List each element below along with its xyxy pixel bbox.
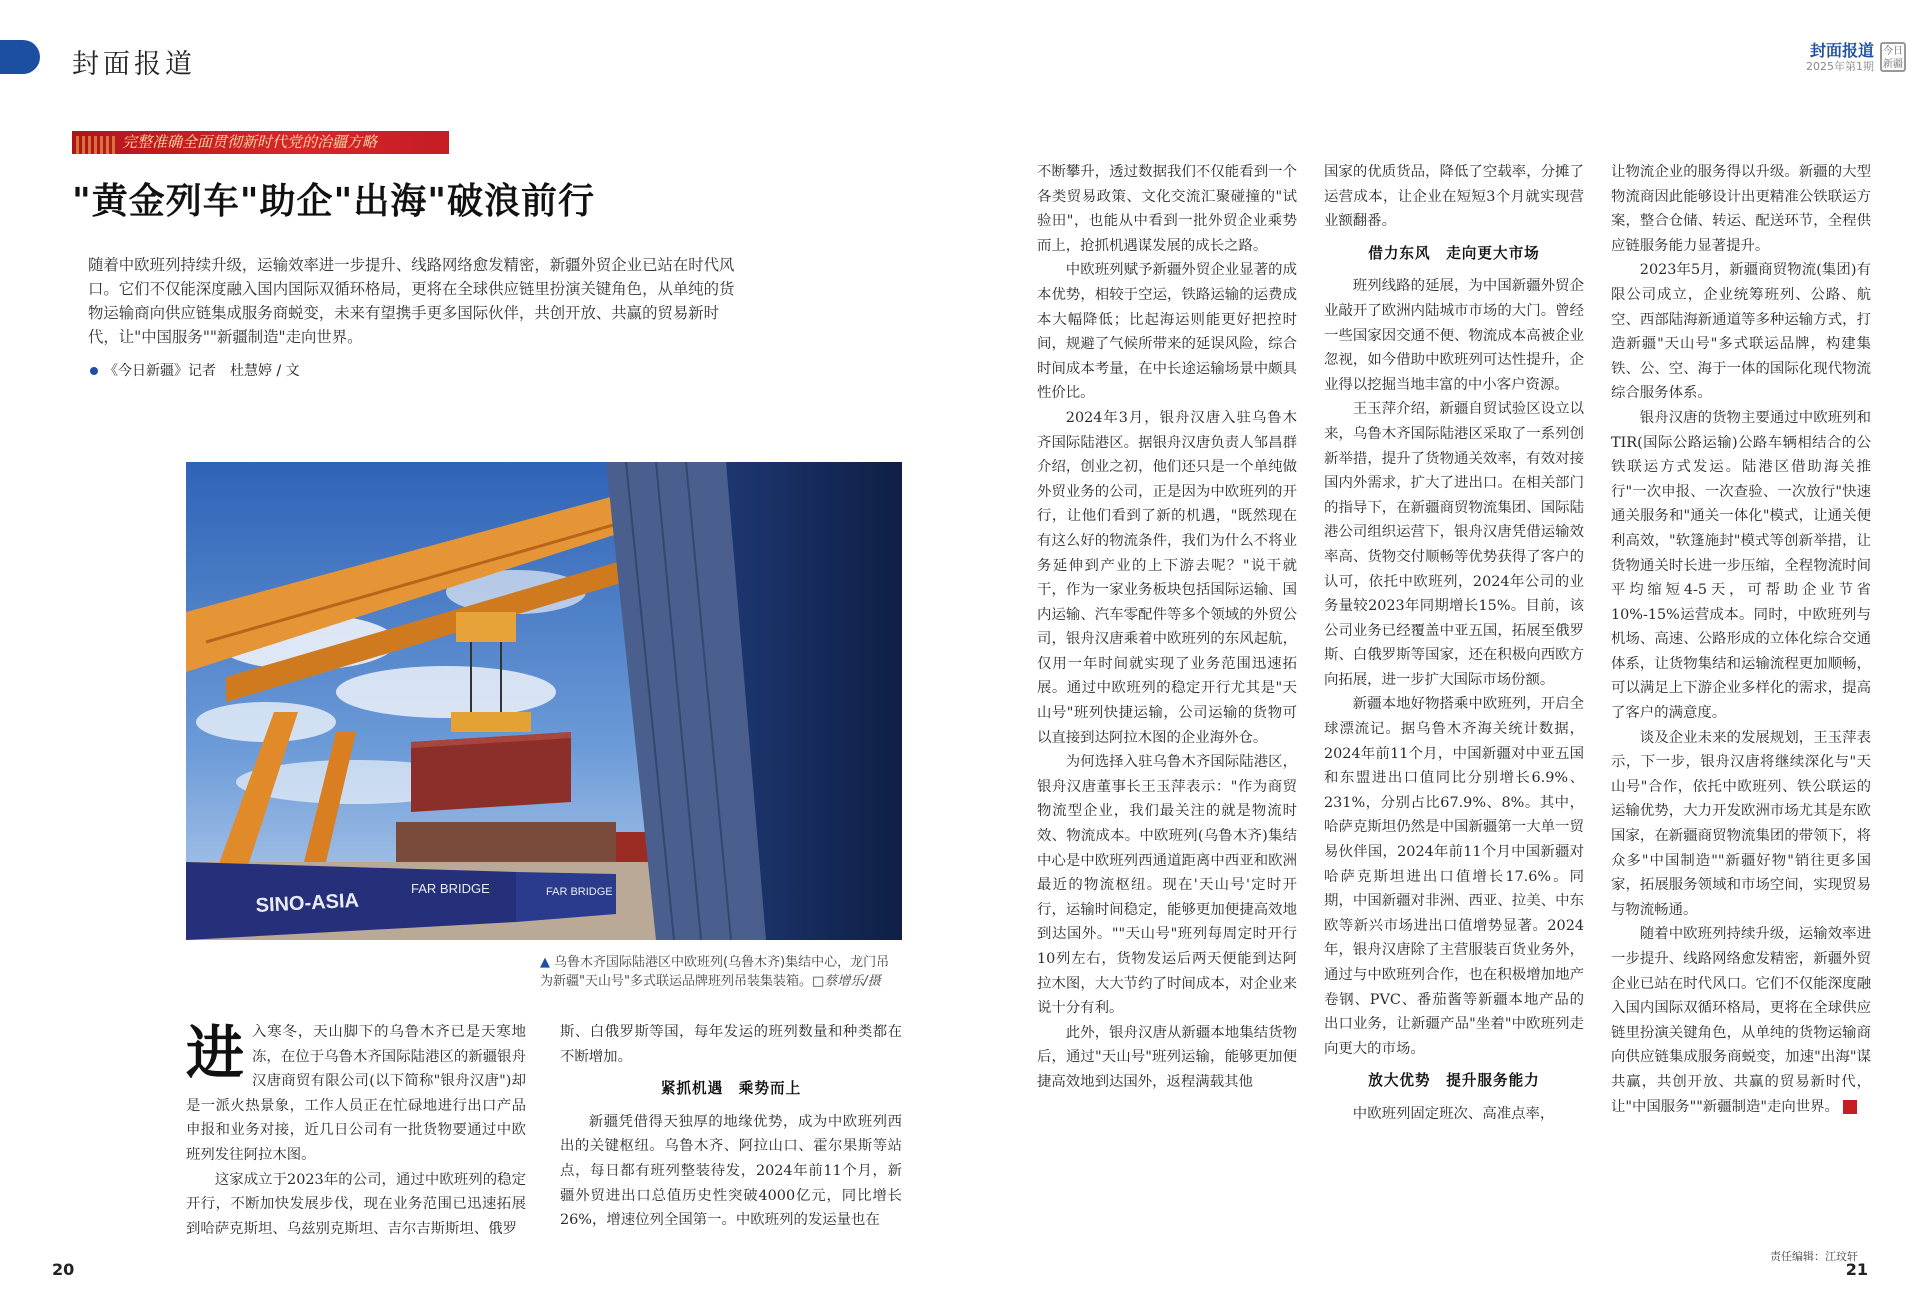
paragraph: 国家的优质货品，降低了空载率，分摊了运营成本，让企业在短短3个月就实现营业额翻番。 [1324, 164, 1584, 230]
paragraph: 斯、白俄罗斯等国，每年发运的班列数量和种类都在不断增加。 [560, 1024, 902, 1065]
container-label-3: FAR BRIDGE [546, 886, 613, 898]
article-lead: 随着中欧班列持续升级，运输效率进一步提升、线路网络愈发精密，新疆外贸企业已站在时代风口。它们不仅能深度融入国内国际双循环格局，更将在全球供应链里扮演关键角色，从单纯的货物运输商向供应链集成服务商蜕变，未来有望携手更多国际伙伴，共创开放、共赢的贸易新时代，让"中国服务""新疆制造"走向世界。 [88, 256, 735, 346]
section-heading: 紧抓机遇 乘势而上 [660, 1080, 802, 1098]
page-number-left: 20 [52, 1260, 75, 1279]
paragraph: 随着中欧班列持续升级，运输效率进一步提升、线路网络愈发精密，新疆外贸企业已站在时代风口。它们不仅能深度融入国内国际双循环格局，更将在全球供应链里扮演关键角色，从单纯的货物运输商向供应链集成服务商蜕变，加速"出海"谋共赢，共创开放、共赢的贸易新时代，让"中国服务""新疆制造"走向世界。 [1611, 926, 1871, 1115]
section-tab-marker [0, 40, 40, 74]
paragraph: 新疆凭借得天独厚的地缘优势，成为中欧班列西出的关键枢纽。乌鲁木齐、阿拉山口、霍尔果斯等站点，每日都有班列整装待发，2024年前11个月，新疆外贸进出口总值历史性突破4000亿元，同比增长26%，增速位列全国第一。中欧班列的发运量也在 [560, 1113, 902, 1229]
paragraph: 银舟汉唐的货物主要通过中欧班列和TIR(国际公路运输)公路车辆相结合的公铁联运方式发运。陆港区借助海关推行"一次申报、一次查验、一次放行"快速通关服务和"通关一体化"模式，让通关便利高效，"软篷施封"模式等创新举措，让货物通关时长进一步压缩，全程物流时间平均缩短4-5天，可帮助企业节省10%-15%运营成本。同时，中欧班列与机场、高速、公路形成的立体化综合交通体系，让货物集结和运输流程更加顺畅，可以满足上下游企业多样化的需求，提高了客户的满意度。 [1611, 409, 1871, 722]
section-label: 封面报道 [72, 49, 196, 80]
issue-label: 2025年第1期 [1806, 60, 1874, 73]
bullet-icon [90, 367, 98, 375]
paragraph: 让物流企业的服务得以升级。新疆的大型物流商因此能够设计出更精准公铁联运方案，整合仓储、转运、配送环节，全程供应链服务能力显著提升。 [1611, 164, 1871, 254]
container-label-1: SINO-ASIA [255, 889, 360, 917]
paragraph: 中欧班列固定班次、高准点率， [1352, 1105, 1555, 1122]
header-brand [1806, 42, 1906, 73]
skyline-icon [76, 136, 118, 154]
caption-triangle-icon: ▲ [540, 955, 550, 970]
paragraph: 为何选择入驻乌鲁木齐国际陆港区，银舟汉唐董事长王玉萍表示："作为商贸物流型企业，我们最关注的就是物流时效、物流成本。中欧班列(乌鲁木齐)集结中心是中欧班列西通道距离中西亚和欧洲最近的物流枢纽。现在'天山号'定时开行，运输时间稳定，能够更加便捷高效地到达国外。""天山号"班列每周定时开行10列左右，货物发运后两天便能到达阿拉木图，大大节约了时间成本，对企业来说十分有利。 [1037, 754, 1297, 1017]
brand-title: 封面报道 [1809, 41, 1874, 60]
byline: 《今日新疆》记者 杜慧婷 / 文 [90, 360, 300, 380]
gantry-crane-photo [186, 462, 902, 940]
paragraph: 新疆本地好物搭乘中欧班列，开启全球漂流记。据乌鲁木齐海关统计数据，2024年前11个月，中国新疆对中亚五国和东盟进出口值同比分别增长6.9%、231%，分别占比67.9%、8%。其中，哈萨克斯坦仍然是中国新疆第一大单一贸易伙伴国，2024年前11个月中国新疆对哈萨克斯坦进出口值增长17.6%。同期，中国新疆对非洲、西亚、拉美、中东欧等新兴市场进出口值增势显著。2024年，银舟汉唐除了主营服装百货业务外，通过与中欧班列合作，也在积极增加地产卷钢、PVC、番茄酱等新疆本地产品的出口业务，让新疆产品"坐着"中欧班列走向更大的市场。 [1324, 696, 1584, 1057]
paragraph: 谈及企业未来的发展规划，王玉萍表示，下一步，银舟汉唐将继续深化与"天山号"合作，依托中欧班列、铁公联运的运输优势，大力开发欧洲市场尤其是东欧国家，在新疆商贸物流集团的带领下，将众多"中国制造""新疆好物"销往更多国家，拓展服务领域和市场空间，实现贸易与物流畅通。 [1611, 729, 1871, 918]
body-column-2 [560, 1020, 902, 1233]
paragraph: 这家成立于2023年的公司，通过中欧班列的稳定开行，不断加快发展步伐，现在业务范围已迅速拓展到哈萨克斯坦、乌兹别克斯坦、吉尔吉斯斯坦、俄罗 [186, 1171, 526, 1237]
photo-caption: ▲ 乌鲁木齐国际陆港区中欧班列(乌鲁木齐)集结中心，龙门吊为新疆"天山号"多式联运品牌班列吊装集装箱。□蔡增乐/摄 [540, 955, 890, 989]
section-heading: 放大优势 提升服务能力 [1368, 1072, 1540, 1090]
body-column-5 [1611, 160, 1871, 1119]
paragraph: 2024年3月，银舟汉唐入驻乌鲁木齐国际陆港区。据银舟汉唐负责人邹昌群介绍，创业之初，他们还只是一个单纯做外贸业务的公司，正是因为中欧班列的开行，让他们看到了新的机遇，"既然现在有这么好的物流条件，我们为什么不将业务延伸到产业的上下游去呢？"说干就干，作为一家业务板块包括国际运输、国内运输、汽车零配件等多个领域的外贸公司，银舟汉唐乘着中欧班列的东风起航，仅用一年时间就实现了业务范围迅速拓展。通过中欧班列的稳定开行尤其是"天山号"班列快捷运输，公司运输的货物可以直接到达阿拉木图的企业海外仓。 [1037, 409, 1297, 746]
paragraph: 中欧班列赋予新疆外贸企业显著的成本优势，相较于空运，铁路运输的运费成本大幅降低；比起海运则能更好把控时间，规避了气候所带来的延误风险，综合时间成本考量，在中长途运输场景中颇具性价比。 [1037, 262, 1297, 402]
container-label-2: FAR BRIDGE [411, 881, 490, 896]
paragraph: 班列线路的延展，为中国新疆外贸企业敲开了欧洲内陆城市市场的大门。曾经一些国家因交通不便、物流成本高被企业忽视，如今借助中欧班列可达性提升，企业得以挖掘当地丰富的中小客户资源。 [1324, 278, 1584, 393]
dropcap: 进 [186, 1019, 245, 1087]
photo-credit: □蔡增乐/摄 [811, 974, 881, 989]
photo-illustration [186, 462, 902, 940]
editor-credit: 责任编辑：江玟轩 [1770, 1250, 1858, 1263]
article-title: "黄金列车"助企"出海"破浪前行 [72, 181, 596, 222]
body-column-3 [1037, 160, 1297, 1095]
paragraph: 王玉萍介绍，新疆自贸试验区设立以来，乌鲁木齐国际陆港区采取了一系列创新举措，提升了货物通关效率，有效对接国内外需求，扩大了进出口。在相关部门的指导下，在新疆商贸物流集团、国际陆港公司组织运营下，银舟汉唐凭借运输效率高、货物交付顺畅等优势获得了客户的认可，依托中欧班列，2024年公司的业务量较2023年同期增长15%。目前，该公司业务已经覆盖中亚五国，拓展至俄罗斯、白俄罗斯等国家，还在积极向西欧方向拓展，进一步扩大国际市场份额。 [1324, 401, 1584, 688]
magazine-logo-icon: 今日 新疆 [1880, 42, 1906, 72]
page-number-right: 21 [1845, 1260, 1868, 1279]
body-column-4 [1324, 160, 1584, 1127]
paragraph: 不断攀升，透过数据我们不仅能看到一个各类贸易政策、文化交流汇聚碰撞的"试验田"，也能从中看到一批外贸企业乘势而上，抢抓机遇谋发展的成长之路。 [1037, 164, 1297, 254]
paragraph: 此外，银舟汉唐从新疆本地集结货物后，通过"天山号"班列运输，能够更加便捷高效地到达国外，返程满载其他 [1037, 1024, 1297, 1090]
paragraph: 2023年5月，新疆商贸物流(集团)有限公司成立，企业统筹班列、公路、航空、西部陆海新通道等多种运输方式，打造新疆"天山号"多式联运品牌，构建集铁、公、空、海于一体的国际化现代物流综合服务体系。 [1611, 262, 1871, 402]
end-mark-icon [1843, 1100, 1857, 1114]
topic-banner: 完整准确全面贯彻新时代党的治疆方略 [72, 131, 449, 154]
body-column-1: 进入寒冬，天山脚下的乌鲁木齐已是天寒地冻，在位于乌鲁木齐国际陆港区的新疆银舟汉唐商贸有限公司(以下简称"银舟汉唐")却是一派火热景象，工作人员正在忙碌地进行出口产品申报和业务对接，近几日公司有一批货物要通过中欧班列发往阿拉木图。 这家成立于2023年的公司，通过中欧班列的稳定开行，不断加快发展步伐，现在业务范围已迅速拓展到哈萨克斯坦、乌兹别克斯坦、吉尔吉斯斯坦、俄罗 [186, 1020, 526, 1241]
section-heading: 借力东风 走向更大市场 [1368, 244, 1540, 262]
